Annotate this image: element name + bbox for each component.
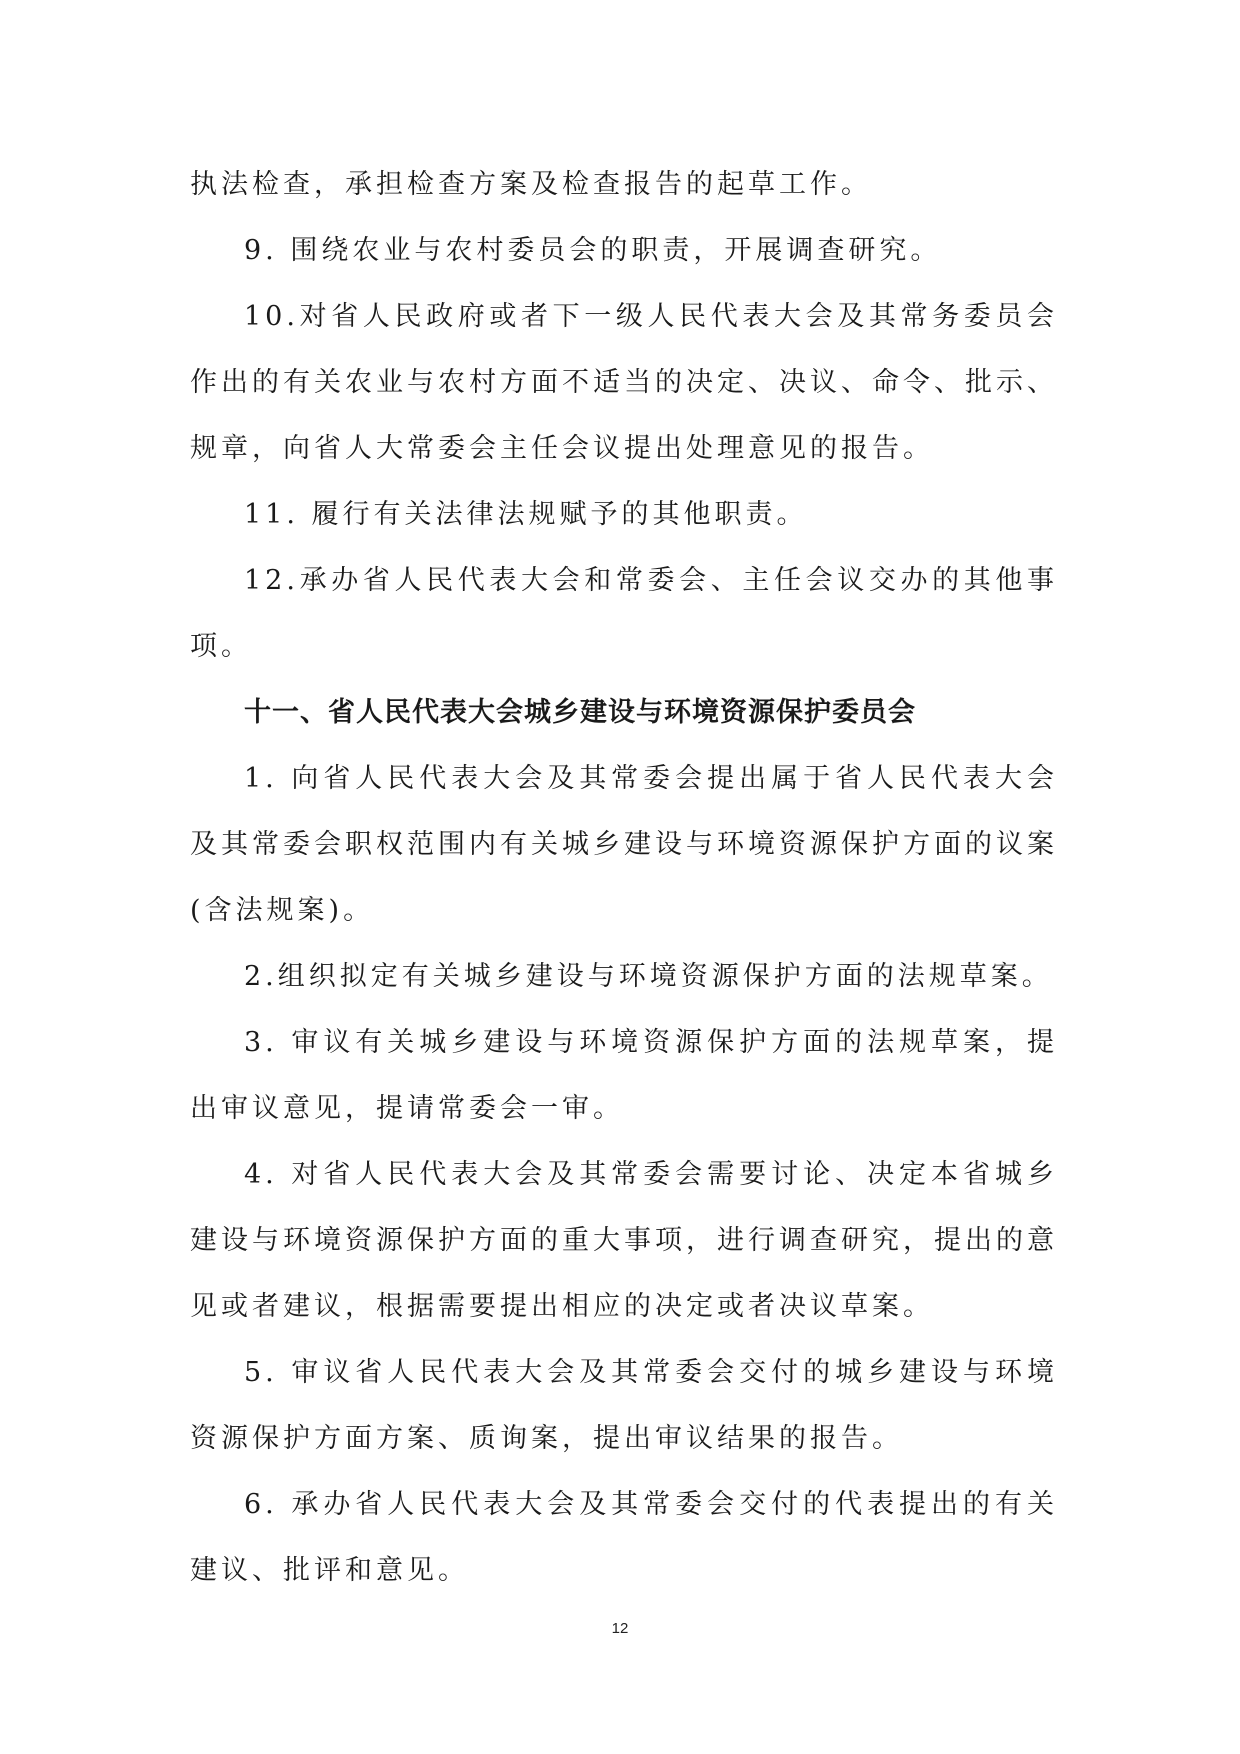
paragraph-item-9: 9. 围绕农业与农村委员会的职责，开展调查研究。 <box>244 235 942 266</box>
paragraph-item-12: 12.承办省人民代表大会和常委会、主任会议交办的其他事项。 <box>190 565 1058 662</box>
paragraph-item-5: 5. 审议省人民代表大会及其常委会交付的城乡建设与环境资源保护方面方案、质询案，提出审议结果的报告。 <box>190 1357 1058 1454</box>
paragraph-continuation: 执法检查，承担检查方案及检查报告的起草工作。 <box>190 169 872 200</box>
paragraph-item-10: 10.对省人民政府或者下一级人民代表大会及其常务委员会作出的有关农业与农村方面不适当的决定、决议、命令、批示、规章，向省人大常委会主任会议提出处理意见的报告。 <box>190 301 1058 464</box>
paragraph-item-3: 3. 审议有关城乡建设与环境资源保护方面的法规草案，提出审议意见，提请常委会一审。 <box>190 1027 1058 1124</box>
paragraph-item-6: 6. 承办省人民代表大会及其常委会交付的代表提出的有关建议、批评和意见。 <box>190 1489 1058 1586</box>
paragraph-item-1: 1. 向省人民代表大会及其常委会提出属于省人民代表大会及其常委会职权范围内有关城乡建设与环境资源保护方面的议案(含法规案)。 <box>190 763 1058 926</box>
page-number: 12 <box>611 1620 629 1637</box>
paragraph-item-11: 11. 履行有关法律法规赋予的其他职责。 <box>244 499 808 530</box>
paragraph-item-2: 2.组织拟定有关城乡建设与环境资源保护方面的法规草案。 <box>244 961 1053 992</box>
document-body <box>190 152 1058 1604</box>
section-heading: 十一、省人民代表大会城乡建设与环境资源保护委员会 <box>244 697 916 728</box>
paragraph-item-4: 4. 对省人民代表大会及其常委会需要讨论、决定本省城乡建设与环境资源保护方面的重大事项，进行调查研究，提出的意见或者建议，根据需要提出相应的决定或者决议草案。 <box>190 1159 1058 1322</box>
